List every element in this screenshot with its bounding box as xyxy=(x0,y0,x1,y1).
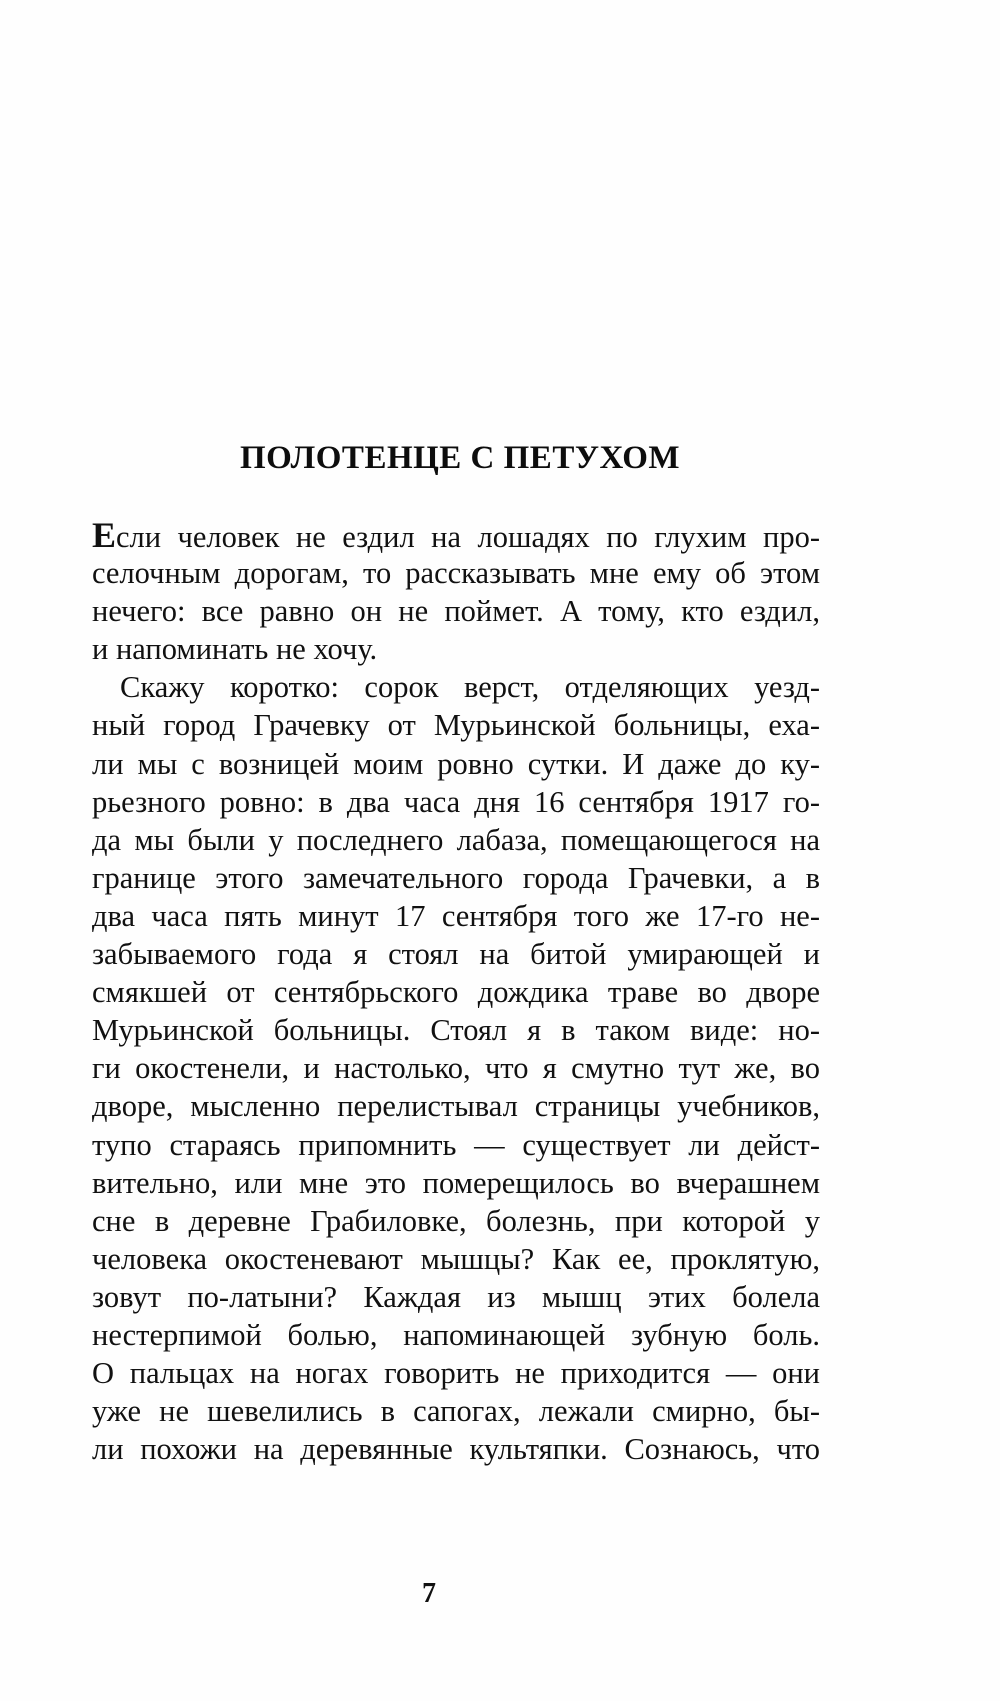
text-line: нестерпимой болью, напоминающей зубную боль. xyxy=(92,1317,820,1352)
text-line: дворе, мысленно перелистывал страницы учебников, xyxy=(92,1089,820,1124)
text-line: тупо стараясь припомнить — существует ли дейст- xyxy=(92,1127,820,1162)
text-line: уже не шевелились в сапогах, лежали смирно, бы- xyxy=(92,1394,820,1429)
text-line: Если человек не ездил на лошадях по глухим про- xyxy=(92,515,820,555)
text-line: ги окостенели, и настолько, что я смутно тут же, во xyxy=(92,1051,820,1086)
text-line: смякшей от сентябрьского дождика траве во дворе xyxy=(92,975,820,1010)
body-text xyxy=(92,516,820,1468)
text-line: человека окостеневают мышцы? Как ее, проклятую, xyxy=(92,1241,820,1276)
text-line: вительно, или мне это померещилось во вчерашнем xyxy=(92,1165,820,1200)
text-line: да мы были у последнего лабаза, помещающегося на xyxy=(92,822,820,857)
text-line: Мурьинской больницы. Стоял я в таком виде: но- xyxy=(92,1013,820,1048)
text-line: забываемого года я стоял на битой умирающей и xyxy=(92,937,820,972)
text-line: селочным дорогам, то рассказывать мне ему об этом xyxy=(92,556,820,591)
text-line: и напоминать не хочу. xyxy=(92,632,378,667)
text-line: ли мы с возницей моим ровно сутки. И даже до ку- xyxy=(92,746,820,781)
text-line: О пальцах на ногах говорить не приходится — они xyxy=(92,1356,820,1391)
text-line: рьезного ровно: в два часа дня 16 сентября 1917 го- xyxy=(92,784,820,819)
drop-cap: Е xyxy=(92,515,117,555)
text-line: границе этого замечательного города Грачевки, а в xyxy=(92,860,820,895)
page-number: 7 xyxy=(422,1578,436,1609)
text-line: зовут по-латыни? Каждая из мышц этих болела xyxy=(92,1279,820,1314)
text-line: сне в деревне Грабиловке, болезнь, при которой у xyxy=(92,1203,820,1238)
text-line: ный город Грачевку от Мурьинской больницы, еха- xyxy=(92,708,820,743)
text-line: ли похожи на деревянные культяпки. Сознаюсь, что xyxy=(92,1432,820,1467)
text-line: два часа пять минут 17 сентября того же 17-го не- xyxy=(92,898,820,933)
chapter-title: ПОЛОТЕНЦЕ С ПЕТУХОМ xyxy=(239,440,681,476)
text-line: нечего: все равно он не поймет. А тому, кто ездил, xyxy=(92,594,820,629)
text-line: Скажу коротко: сорок верст, отделяющих уезд- xyxy=(120,670,820,705)
